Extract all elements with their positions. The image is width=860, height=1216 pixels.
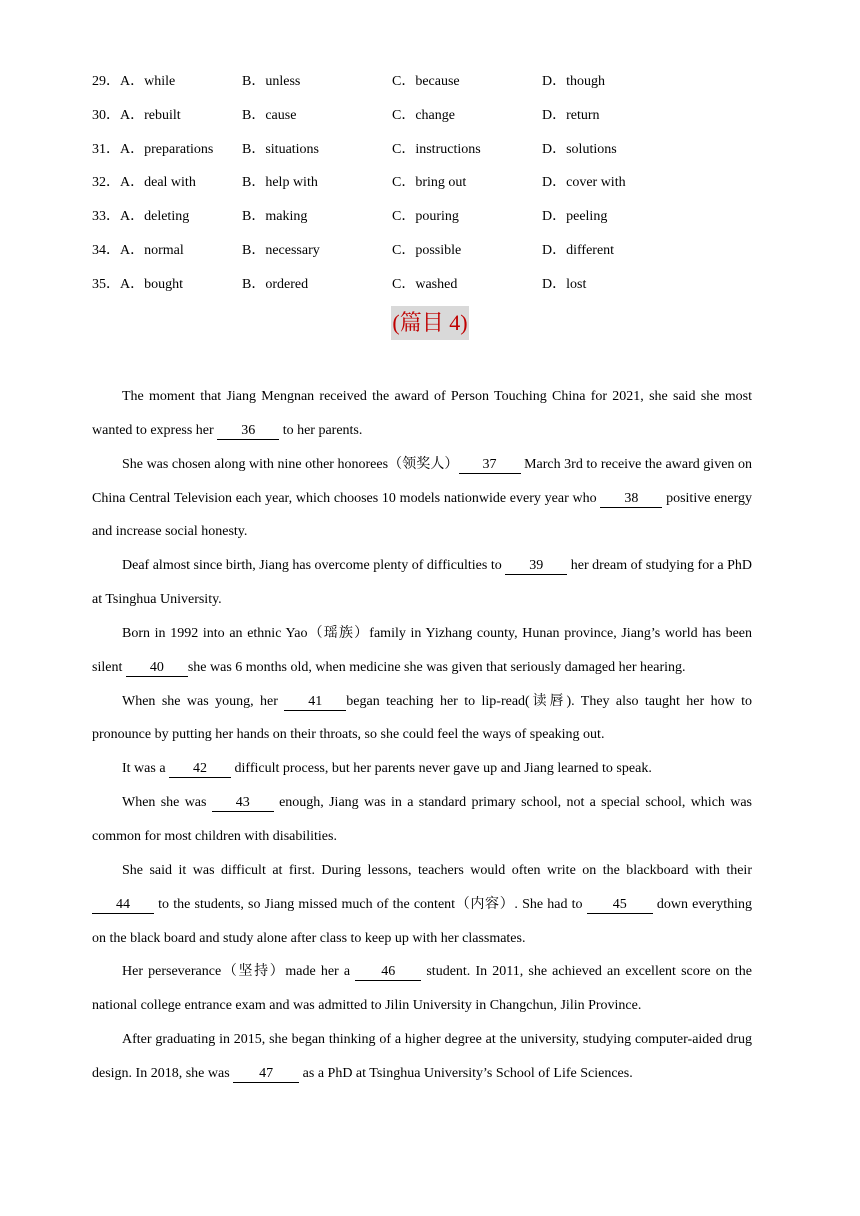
paragraph-1: The moment that Jiang Mengnan received the award of Person Touching China for 2021, she said she most wanted to express her 36 to her parents. bbox=[92, 389, 752, 438]
option-c: C．because bbox=[392, 74, 460, 89]
option-row-33 bbox=[92, 206, 792, 240]
option-d: D．solutions bbox=[542, 141, 617, 157]
option-d: D．cover with bbox=[542, 175, 626, 191]
option-a: 30．A．rebuilt bbox=[92, 107, 181, 123]
option-a: 29．A．while bbox=[92, 74, 176, 89]
option-b: B．making bbox=[242, 209, 308, 225]
passage bbox=[92, 380, 752, 1091]
option-d: D．lost bbox=[542, 276, 587, 292]
answer-options bbox=[92, 71, 792, 308]
option-c: C．bring out bbox=[392, 175, 467, 191]
blank-43: 43 bbox=[212, 794, 274, 812]
option-a: 34．A．normal bbox=[92, 242, 184, 258]
paragraph-8: She said it was difficult at first. During lessons, teachers would often write on the blackboard with their 44 to the students, so Jiang missed much of the content（内容）. She had to 45 down everything on the black board and study alone after class to keep up with her classmates. bbox=[92, 862, 753, 946]
option-a: 31．A．preparations bbox=[92, 141, 214, 157]
blank-36: 36 bbox=[217, 422, 279, 440]
option-row-35 bbox=[92, 274, 792, 308]
option-d: D．though bbox=[542, 74, 605, 89]
option-d: D．return bbox=[542, 107, 600, 123]
option-b: B．situations bbox=[242, 141, 320, 157]
paragraph-4: Born in 1992 into an ethnic Yao（瑶族）family in Yizhang county, Hunan province, Jiang’s world has been silent 40 she was 6 months old, when medicine she was given that seriously damaged her hearing. bbox=[92, 625, 752, 675]
option-b: B．help with bbox=[242, 175, 318, 191]
option-c: C．change bbox=[392, 107, 455, 123]
paragraph-3: Deaf almost since birth, Jiang has overcome plenty of difficulties to 39 her dream of studying for a PhD at Tsinghua University. bbox=[92, 558, 752, 608]
blank-44: 44 bbox=[92, 896, 154, 914]
paragraph-7: When she was 43 enough, Jiang was in a standard primary school, not a special school, which was common for most children with disabilities. bbox=[92, 795, 752, 844]
option-c: C．washed bbox=[392, 276, 458, 292]
option-d: D．peeling bbox=[542, 209, 608, 225]
section-heading: (篇目 4) bbox=[391, 306, 468, 340]
option-c: C．pouring bbox=[392, 209, 459, 225]
blank-42: 42 bbox=[169, 760, 231, 778]
option-b: B．ordered bbox=[242, 276, 309, 292]
option-row-29 bbox=[92, 71, 792, 105]
option-a: 33．A．deleting bbox=[92, 209, 190, 225]
blank-46: 46 bbox=[355, 963, 421, 981]
paragraph-9: Her perseverance（坚持）made her a 46 student. In 2011, she achieved an excellent score on the national college entrance exam and was admitted to Jilin University in Changchun, Jilin Province. bbox=[92, 964, 752, 1014]
blank-41: 41 bbox=[284, 693, 346, 711]
blank-47: 47 bbox=[233, 1065, 299, 1083]
blank-40: 40 bbox=[126, 659, 188, 677]
option-a: 32．A．deal with bbox=[92, 175, 196, 191]
option-c: C．possible bbox=[392, 242, 462, 258]
blank-38: 38 bbox=[600, 490, 662, 508]
blank-45: 45 bbox=[587, 896, 653, 914]
paragraph-2: She was chosen along with nine other honorees（领奖人） 37 March 3rd to receive the award given on China Central Television each year, which chooses 10 models nationwide every year who 38 positive energy and increase social honesty. bbox=[92, 456, 752, 540]
option-b: B．necessary bbox=[242, 242, 320, 258]
paragraph-6: It was a 42 difficult process, but her parents never gave up and Jiang learned to speak. bbox=[122, 761, 652, 777]
section-heading-wrap bbox=[0, 306, 860, 340]
option-d: D．different bbox=[542, 242, 615, 258]
paragraph-5: When she was young, her 41 began teaching her to lip-read(读唇). They also taught her how to pronounce by putting her hands on their throats, so she could feel the ways of speaking out. bbox=[92, 693, 752, 743]
option-c: C．instructions bbox=[392, 141, 481, 157]
option-row-31 bbox=[92, 139, 792, 173]
option-b: B．unless bbox=[242, 74, 301, 89]
blank-37: 37 bbox=[459, 456, 521, 474]
option-row-32 bbox=[92, 172, 792, 206]
option-b: B．cause bbox=[242, 107, 297, 123]
option-a: 35．A．bought bbox=[92, 276, 183, 292]
blank-39: 39 bbox=[505, 557, 567, 575]
option-row-34 bbox=[92, 240, 792, 274]
option-row-30 bbox=[92, 105, 792, 139]
paragraph-10: After graduating in 2015, she began thinking of a higher degree at the university, studying computer-aided drug design. In 2018, she was 47 as a PhD at Tsinghua University’s School of Life Sciences. bbox=[92, 1032, 752, 1081]
